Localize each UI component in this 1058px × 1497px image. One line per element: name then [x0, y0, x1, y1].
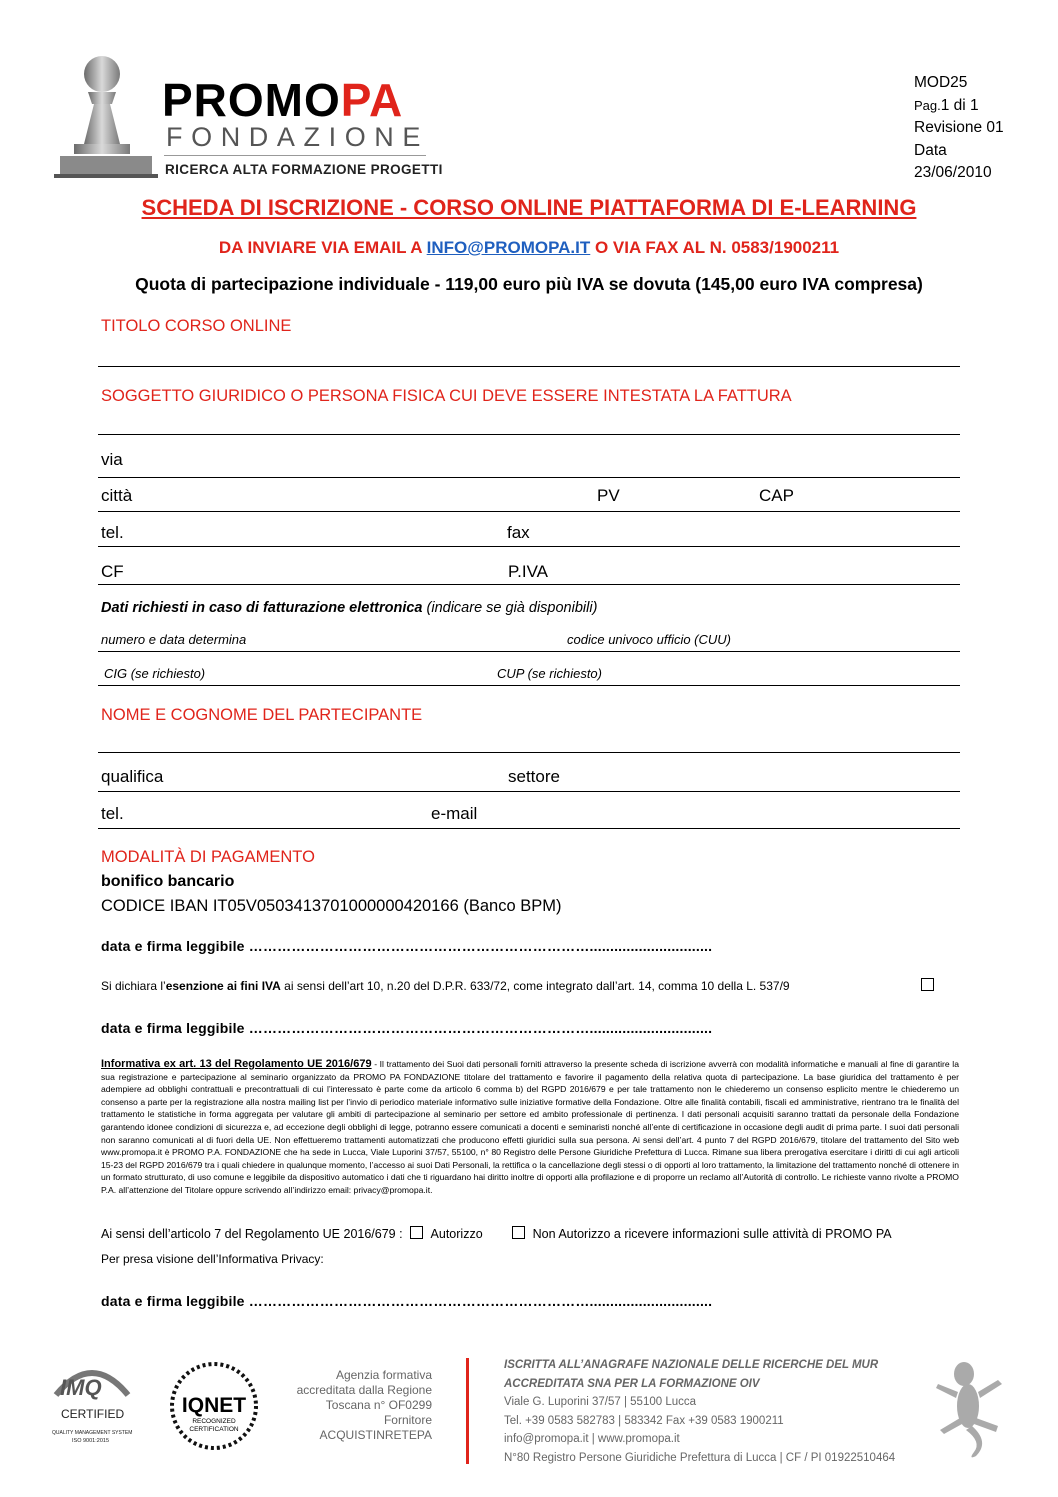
- cig-label: CIG (se richiesto): [104, 666, 206, 681]
- cup-label: CUP (se richiesto): [497, 666, 602, 681]
- date-label: Data: [914, 141, 947, 159]
- cig-line[interactable]: [98, 685, 960, 686]
- brand-name: PROMOPA: [162, 74, 404, 126]
- signature-line-2[interactable]: data e firma leggibile ………………………………………………………………..............................: [101, 1020, 713, 1036]
- payment-method: bonifico bancario: [101, 873, 235, 890]
- privacy-viewed: Per presa visione dell’Informativa Privacy:: [101, 1252, 324, 1266]
- tel2-line[interactable]: [98, 828, 960, 829]
- course-title-label: TITOLO CORSO ONLINE: [101, 317, 292, 335]
- not-authorize-label: Non Autorizzo a ricevere informazioni sulle attività di PROMO PA: [532, 1227, 892, 1241]
- send-instructions: DA INVIARE VIA EMAIL A INFO@PROMOPA.IT O VIA FAX AL N. 0583/1900211: [218, 238, 840, 257]
- doc-meta: [914, 72, 1004, 185]
- settore-label: settore: [508, 767, 560, 786]
- email-link[interactable]: INFO@PROMOPA.IT: [426, 238, 591, 257]
- authorize-checkbox[interactable]: [410, 1226, 423, 1239]
- email-field-label: e-mail: [431, 804, 478, 823]
- einvoice-heading: Dati richiesti in caso di fatturazione elettronica (indicare se già disponibili): [101, 600, 598, 616]
- citta-line[interactable]: [98, 511, 960, 512]
- course-title-line[interactable]: [98, 366, 960, 367]
- via-line[interactable]: [98, 477, 960, 478]
- agency-block: Agenzia formativa accreditata dalla Regione Toscana n° OF0299 Fornitore ACQUISTINRETEPA: [296, 1368, 432, 1442]
- date-value: 23/06/2010: [914, 164, 992, 181]
- pv-label: PV: [597, 486, 620, 505]
- tel-label: tel.: [101, 523, 124, 542]
- tel2-label: tel.: [101, 804, 124, 823]
- page-number: Pag.1 di 1: [914, 96, 979, 114]
- qualifica-label: qualifica: [101, 767, 164, 786]
- fee-line: Quota di partecipazione individuale - 119,00 euro più IVA se dovuta (145,00 euro IVA compresa): [135, 274, 923, 294]
- via-label: via: [101, 450, 123, 469]
- signature-line-3[interactable]: data e firma leggibile ………………………………………………………………..............................: [101, 1293, 713, 1309]
- tel-line[interactable]: [98, 546, 960, 547]
- authorize-label: Autorizzo: [430, 1227, 483, 1241]
- invoice-subject-line[interactable]: [98, 434, 960, 435]
- iban: CODICE IBAN IT05V0503413701000000420166 (Banco BPM): [101, 897, 562, 915]
- iqnet-sub1: RECOGNIZED: [192, 1418, 236, 1425]
- imq-certified: CERTIFIED: [61, 1407, 125, 1421]
- pawn-logo-icon: [50, 52, 160, 180]
- privacy-body: - Il trattamento dei Suoi dati personali forniti attraverso la presente scheda di iscrizione avverrà con modalità informatiche e manuali al fine di garantire la sua registrazione e partecipazione al seminario organizzato da PROMO PA FONDAZIONE titolare del trattamento e favorire il pagamento della relativa quota di partecipazione. La base giuridica del trattamento è per adempiere ad obblighi contrattuali e precontrattuali di cui l’interessato è parte come da articolo 6 comma b) del RGPD 2016/679 e per tale trattamento non le chiederemo un consenso esplicito mentre le chiederemo un consenso a parte per la registrazione alla nostra mailing list per l’invio di periodico materiale informativo sulle iniziative formative della Fondazione. Oltre alle finalità contabili, fiscali ed amministrative, rientrano tra le finalità del trattamento le statistiche in forma aggregata per valutare gli ambiti di partecipazione al seminario per settore ed ambito professionale di pertinenza. I dati personali acquisiti saranno trattati da personale della Fondazione garantendo idonee condizioni di sicurezza e, ad eccezione degli obblighi di legge, potranno essere comunicati a docenti e seminaristi nonché all’ente di certificazione in occasione degli audit di prima parte. I suoi dati personali non saranno comunicati al di fuori della UE. Non effettueremo trattamenti automatizzati che producono effetti giuridici sulla sua persona. Ai sensi dell’art. 4 punto 7 del RGPD 2016/679, titolare del trattamento del Sito web www.promopa.it è PROMO P.A. FONDAZIONE che ha sede in Lucca, Viale Luporini 37/57, 55100, n° 80 Registro delle Persone Giuridiche Prefettura di Lucca. Rimane sua libera prerogativa esercitare i diritti di cui agli articoli 15-23 del RGPD 2016/679 tra i quali chiedere in qualunque momento, l’accesso ai suoi Dati Personali, la rettifica o la cancellazione degli stessi o di opporti al loro trattamento, la limitazione del trattamento nonché di ottenere in un formato strutturato, di uso comune e leggibile da dispositivo automatico i dati che ti riguardano hai diritto inoltre di opporti alla profilazione e di proporre un reclamo all’Autorità di controllo. Le richieste vanno rivolte a PROMO P.A. all’attenzione del Titolare oppure scrivendo all’indirizzo email: privacy@promopa.it.: [101, 1059, 959, 1195]
- imq-iso: ISO 9001:2015: [72, 1438, 110, 1444]
- signature-line-1[interactable]: data e firma leggibile ………………………………………………………………..............................: [101, 938, 713, 954]
- determina-line[interactable]: [98, 651, 960, 652]
- piva-label: P.IVA: [508, 562, 549, 581]
- page-title: SCHEDA DI ISCRIZIONE - CORSO ONLINE PIATTAFORMA DI E-LEARNING: [141, 195, 917, 220]
- consent-row: Ai sensi dell’articolo 7 del Regolamento UE 2016/679 : Autorizzo Non Autorizzo a ricevere informazioni sulle attività di PROMO PA: [101, 1227, 892, 1241]
- brand-sub: FONDAZIONE: [166, 122, 430, 152]
- footer-divider: [466, 1358, 469, 1464]
- cf-label: CF: [101, 562, 124, 581]
- vat-exemption-checkbox[interactable]: [921, 978, 934, 991]
- imq-system: QUALITY MANAGEMENT SYSTEM: [52, 1430, 133, 1436]
- vat-exemption-text: Si dichiara l’esenzione ai fini IVA ai sensi dell’art 10, n.20 del D.P.R. 633/72, come integrato dall’art. 14, comma 10 della L. 537/9: [101, 979, 790, 993]
- imq-logo: [50, 1357, 134, 1447]
- revision: Revisione 01: [914, 119, 1004, 136]
- privacy-notice: [101, 1058, 959, 1197]
- participant-line[interactable]: [98, 752, 960, 753]
- doc-code: MOD25: [914, 74, 968, 91]
- determina-label: numero e data determina: [101, 632, 247, 647]
- cuu-label: codice univoco ufficio (CUU): [567, 632, 732, 647]
- invoice-subject-label: SOGGETTO GIURIDICO O PERSONA FISICA CUI DEVE ESSERE INTESTATA LA FATTURA: [101, 387, 792, 405]
- imq-text: IMQ: [60, 1375, 102, 1400]
- tagline: RICERCA ALTA FORMAZIONE PROGETTI: [165, 162, 443, 177]
- payment-label: MODALITÀ DI PAGAMENTO: [101, 848, 315, 866]
- citta-label: città: [101, 486, 133, 505]
- registry-block: ISCRITTA ALL’ANAGRAFE NAZIONALE DELLE RICERCHE DEL MUR ACCREDITATA SNA PER LA FORMAZIONE OIV Viale G. Luporini 37/57 | 55100 Lucca Tel. +39 0583 582783 | 583342 Fax +39 0583 1900211 info@promopa.it | www.promopa.it N°80 Registro Persone Giuridiche Prefettura di Lucca | CF / PI 01922510464: [504, 1359, 896, 1464]
- brand-rule: [164, 155, 426, 156]
- gecko-icon: [932, 1356, 1008, 1460]
- cf-line[interactable]: [98, 584, 960, 585]
- not-authorize-checkbox[interactable]: [512, 1226, 525, 1239]
- participant-label: NOME E COGNOME DEL PARTECIPANTE: [101, 706, 423, 724]
- qualifica-line[interactable]: [98, 791, 960, 792]
- fax-label: fax: [507, 523, 530, 542]
- iqnet-sub2: CERTIFICATION: [189, 1426, 239, 1433]
- cap-label: CAP: [759, 486, 794, 505]
- iqnet-logo: [168, 1360, 260, 1452]
- iqnet-text: IQNET: [181, 1394, 247, 1417]
- privacy-heading: Informativa ex art. 13 del Regolamento UE 2016/679: [101, 1058, 372, 1070]
